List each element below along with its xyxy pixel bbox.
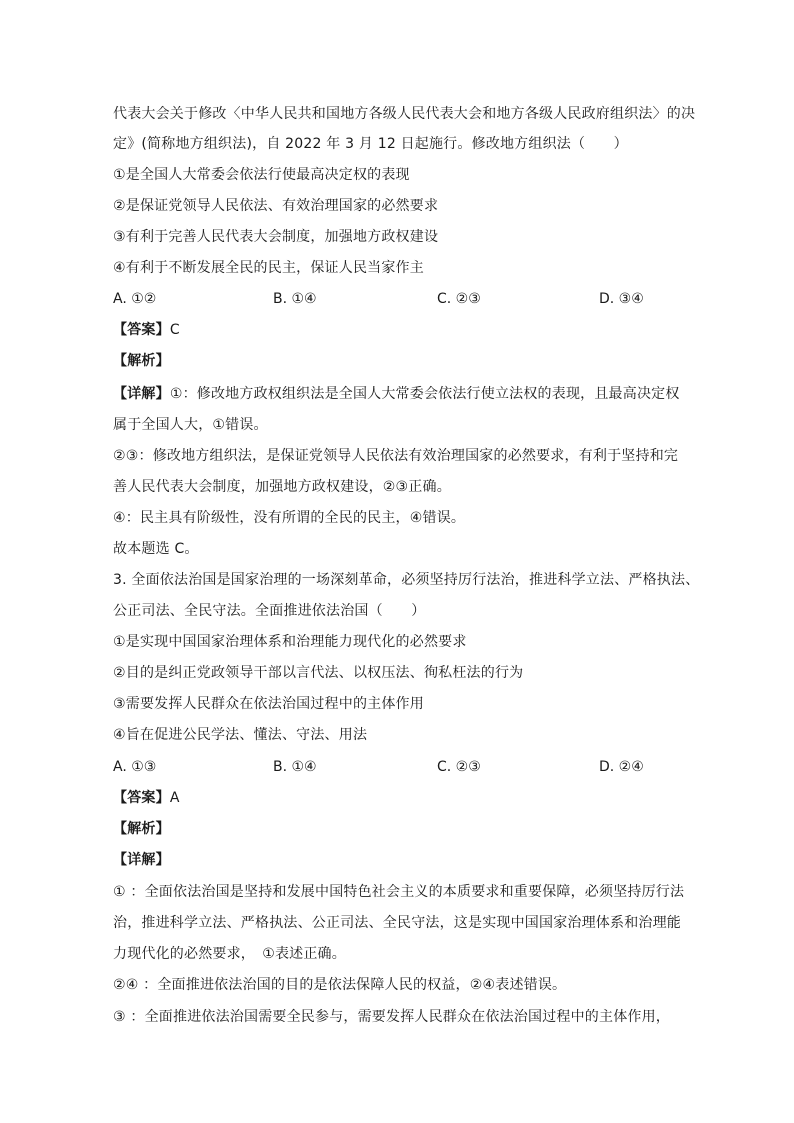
- q3-answer-value: A: [169, 790, 180, 806]
- q3-detail-tag: 【详解】: [113, 852, 170, 868]
- q3-detail-line-2: 治，推进科学立法、严格执法、公正司法、全民守法，这是实现中国国家治理体系和治理能: [113, 915, 681, 931]
- q2-option-d: D. ③④: [599, 291, 644, 307]
- q2-item-3: ③有利于完善人民代表大会制度，加强地方政权建设: [113, 229, 439, 245]
- q2-stem-line-1: 代表大会关于修改〈中华人民共和国地方各级人民代表大会和地方各级人民政府组织法〉的决: [113, 106, 696, 122]
- q2-detail-line-3: ②③：修改地方组织法，是保证党领导人民依法有效治理国家的必然要求，有利于坚持和完: [113, 448, 679, 464]
- q2-item-2: ②是保证党领导人民依法、有效治理国家的必然要求: [113, 198, 439, 214]
- q3-detail-line-5: ③ ：全面推进依法治国需要全民参与，需要发挥人民群众在依法治国过程中的主体作用，: [113, 1009, 670, 1025]
- q2-answer-tag: 【答案】: [113, 322, 170, 338]
- q3-option-a: A. ①③: [113, 759, 157, 775]
- q2-analysis-tag: 【解析】: [113, 353, 170, 369]
- q3-detail-line-1: ① ：全面依法治国是坚持和发展中国特色社会主义的本质要求和重要保障，必须坚持厉行法: [113, 884, 685, 900]
- q3-analysis-tag: 【解析】: [113, 821, 170, 837]
- q2-option-b: B. ①④: [273, 291, 317, 307]
- q3-item-3: ③需要发挥人民群众在依法治国过程中的主体作用: [113, 696, 424, 712]
- q2-option-a: A. ①②: [113, 291, 157, 307]
- q2-conclusion: 故本题选 C。: [113, 541, 199, 557]
- q2-answer: [113, 320, 180, 340]
- q2-detail-tag: 【详解】: [113, 386, 170, 402]
- q2-detail-line-2: 属于全国人大，①错误。: [113, 417, 268, 433]
- q3-item-2: ②目的是纠正党政领导干部以言代法、以权压法、徇私枉法的行为: [113, 665, 524, 681]
- q3-detail-line-3: 力现代化的必然要求， ①表述正确。: [113, 946, 346, 962]
- q2-item-1: ①是全国人大常委会依法行使最高决定权的表现: [113, 167, 410, 183]
- q2-item-4: ④有利于不断发展全民的民主，保证人民当家作主: [113, 260, 424, 276]
- q3-stem-line-1: 3. 全面依法治国是国家治理的一场深刻革命，必须坚持厉行法治，推进科学立法、严格执法、: [113, 572, 700, 588]
- q2-detail-text-1: ①：修改地方政权组织法是全国人大常委会依法行使立法权的表现，且最高决定权: [169, 386, 680, 402]
- q2-answer-value: C: [169, 322, 180, 338]
- q2-detail-line-4: 善人民代表大会制度，加强地方政权建设，②③正确。: [113, 479, 451, 495]
- q2-option-c: C. ②③: [437, 291, 481, 307]
- q3-option-d: D. ②④: [599, 759, 644, 775]
- q3-answer: [113, 788, 180, 808]
- q3-answer-tag: 【答案】: [113, 790, 170, 806]
- q2-detail-line-1: [113, 384, 680, 404]
- q3-detail-line-4: ②④ ：全面推进依法治国的目的是依法保障人民的权益，②④表述错误。: [113, 977, 567, 993]
- q3-item-4: ④旨在促进公民学法、懂法、守法、用法: [113, 727, 368, 743]
- q3-stem-line-2: 公正司法、全民守法。全面推进依法治国（ ）: [113, 603, 426, 619]
- q2-stem-line-2: 定》(简称地方组织法)，自 2022 年 3 月 12 日起施行。修改地方组织法（ ）: [113, 136, 628, 152]
- q3-item-1: ①是实现中国国家治理体系和治理能力现代化的必然要求: [113, 634, 467, 650]
- q3-option-c: C. ②③: [437, 759, 481, 775]
- q2-detail-line-5: ④：民主具有阶级性，没有所谓的全民的民主，④错误。: [113, 510, 466, 526]
- q3-option-b: B. ①④: [273, 759, 317, 775]
